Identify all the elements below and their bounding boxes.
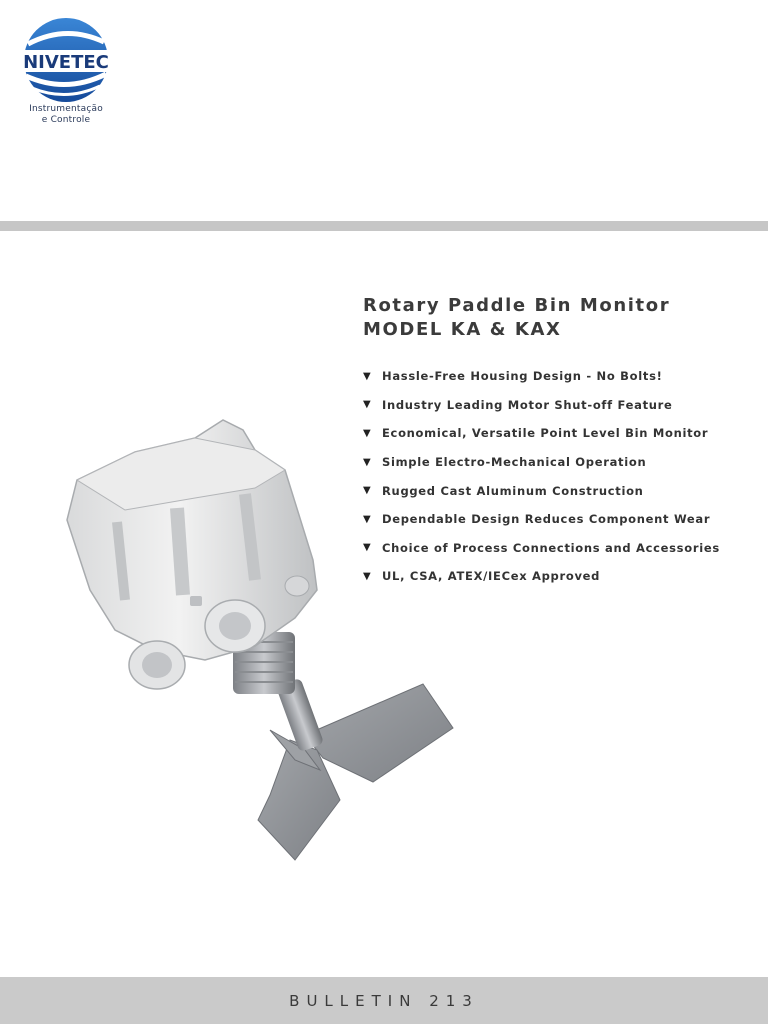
triangle-bullet-icon: ▼ <box>363 570 372 582</box>
feature-text: Rugged Cast Aluminum Construction <box>382 483 644 498</box>
triangle-bullet-icon: ▼ <box>363 456 372 468</box>
product-photo <box>55 410 465 870</box>
nivetec-globe-icon <box>14 14 118 104</box>
page-title <box>363 294 763 342</box>
triangle-bullet-icon: ▼ <box>363 399 372 411</box>
rotary-paddle-bin-monitor-icon <box>55 410 465 870</box>
feature-text: Dependable Design Reduces Component Wear <box>382 512 711 527</box>
feature-text: UL, CSA, ATEX/IECex Approved <box>382 569 601 584</box>
brand-tagline <box>14 104 118 126</box>
tagline-line-1: Instrumentação <box>29 104 103 114</box>
feature-text: Industry Leading Motor Shut-off Feature <box>382 397 673 412</box>
triangle-bullet-icon: ▼ <box>363 485 372 497</box>
feature-item <box>363 362 763 391</box>
company-logo <box>14 14 118 132</box>
feature-text: Choice of Process Connections and Accessories <box>382 540 720 555</box>
feature-text: Hassle-Free Housing Design - No Bolts! <box>382 369 663 384</box>
triangle-bullet-icon: ▼ <box>363 370 372 382</box>
title-line-2: MODEL KA & KAX <box>363 319 562 340</box>
triangle-bullet-icon: ▼ <box>363 542 372 554</box>
feature-text: Simple Electro-Mechanical Operation <box>382 455 647 470</box>
footer-bar <box>0 977 768 1024</box>
title-line-1: Rotary Paddle Bin Monitor <box>363 295 671 316</box>
triangle-bullet-icon: ▼ <box>363 427 372 439</box>
header-divider <box>0 221 768 231</box>
triangle-bullet-icon: ▼ <box>363 513 372 525</box>
brand-name: NIVETEC <box>23 52 109 73</box>
tagline-line-2: e Controle <box>41 115 91 125</box>
bulletin-number: BULLETIN 213 <box>289 991 479 1010</box>
feature-text: Economical, Versatile Point Level Bin Monitor <box>382 426 709 441</box>
